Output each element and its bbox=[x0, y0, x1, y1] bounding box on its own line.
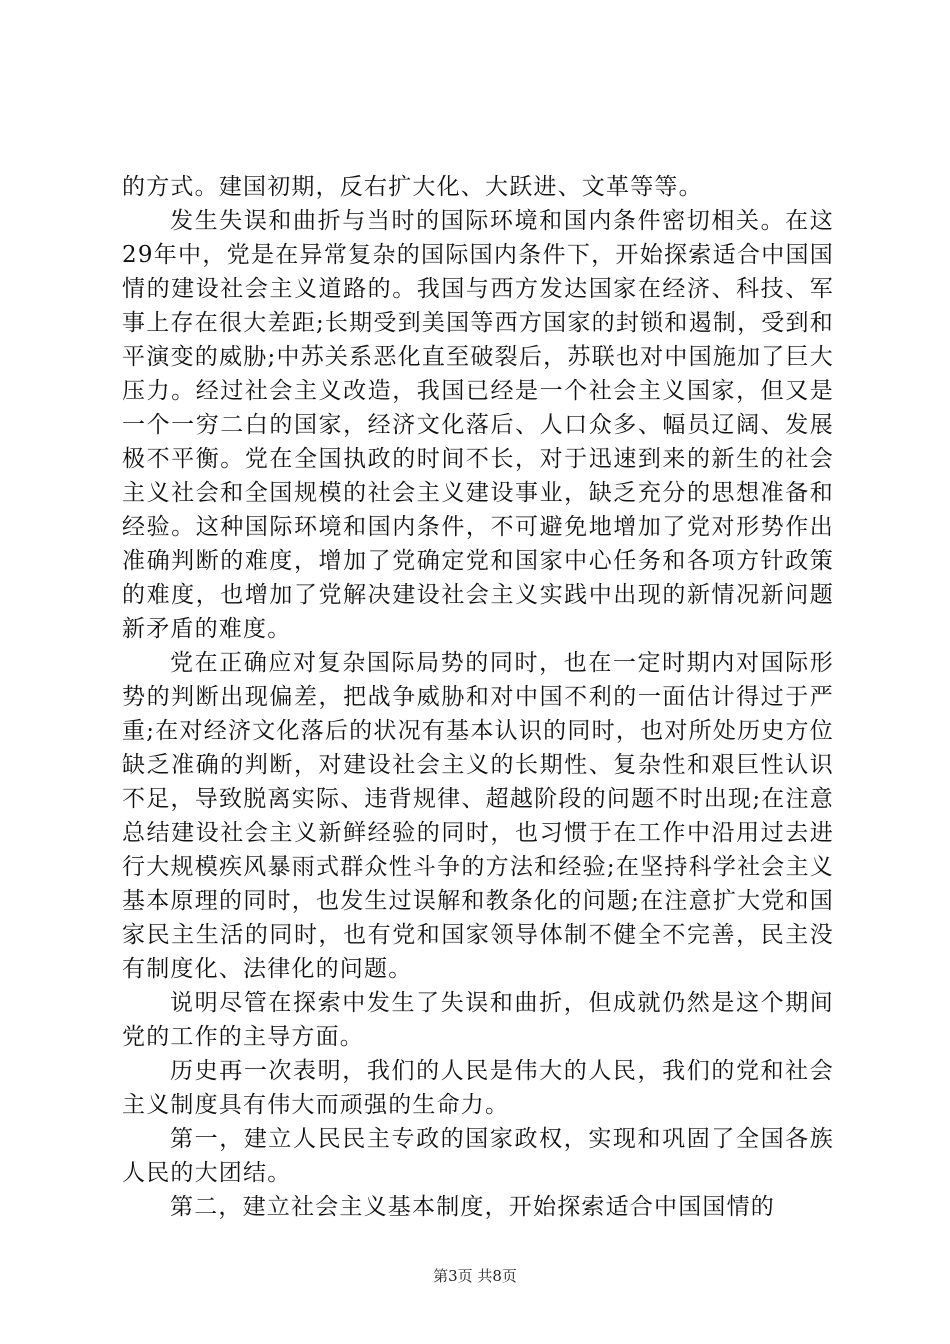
paragraph: 发生失误和曲折与当时的国际环境和国内条件密切相关。在这29年中，党是在异常复杂的国际国内条件下，开始探索适合中国国情的建设社会主义道路的。我国与西方发达国家在经济、科技、军事上存在很大差距;长期受到美国等西方国家的封锁和遏制，受到和平演变的威胁;中苏关系恶化直至破裂后，苏联也对中国施加了巨大压力。经过社会主义改造，我国已经是一个社会主义国家，但又是一个一穷二白的国家，经济文化落后、人口众多、幅员辽阔、发展极不平衡。党在全国执政的时间不长，对于迅速到来的新生的社会主义社会和全国规模的社会主义建设事业，缺乏充分的思想准备和经验。这种国际环境和国内条件，不可避免地增加了党对形势作出准确判断的难度，增加了党确定党和国家中心任务和各项方针政策的难度，也增加了党解决建设社会主义实践中出现的新情况新问题新矛盾的难度。 bbox=[122, 208, 834, 642]
paragraph: 第一，建立人民民主专政的国家政权，实现和巩固了全国各族人民的大团结。 bbox=[122, 1126, 834, 1186]
paragraph-continued: 的方式。建国初期，反右扩大化、大跃进、文革等等。 bbox=[122, 174, 703, 200]
paragraph: 党在正确应对复杂国际局势的同时，也在一定时期内对国际形势的判断出现偏差，把战争威胁和对中国不利的一面估计得过于严重;在对经济文化落后的状况有基本认识的同时，也对所处历史方位缺乏准确的判断，对建设社会主义的长期性、复杂性和艰巨性认识不足，导致脱离实际、违背规律、超越阶段的问题不时出现;在注意总结建设社会主义新鲜经验的同时，也习惯于在工作中沿用过去进行大规模疾风暴雨式群众性斗争的方法和经验;在坚持科学社会主义基本原理的同时，也发生过误解和教条化的问题;在注意扩大党和国家民主生活的同时，也有党和国家领导体制不健全不完善，民主没有制度化、法律化的问题。 bbox=[122, 650, 834, 982]
paragraph: 说明尽管在探索中发生了失误和曲折，但成就仍然是这个期间党的工作的主导方面。 bbox=[122, 990, 834, 1050]
page-footer bbox=[0, 1266, 950, 1286]
paragraph: 历史再一次表明，我们的人民是伟大的人民，我们的党和社会主义制度具有伟大而顽强的生命力。 bbox=[122, 1058, 834, 1118]
page-number-label: 第3页 共8页 bbox=[433, 1267, 517, 1285]
paragraph: 第二，建立社会主义基本制度，开始探索适合中国国情的 bbox=[170, 1194, 775, 1220]
document-body bbox=[122, 170, 834, 1224]
